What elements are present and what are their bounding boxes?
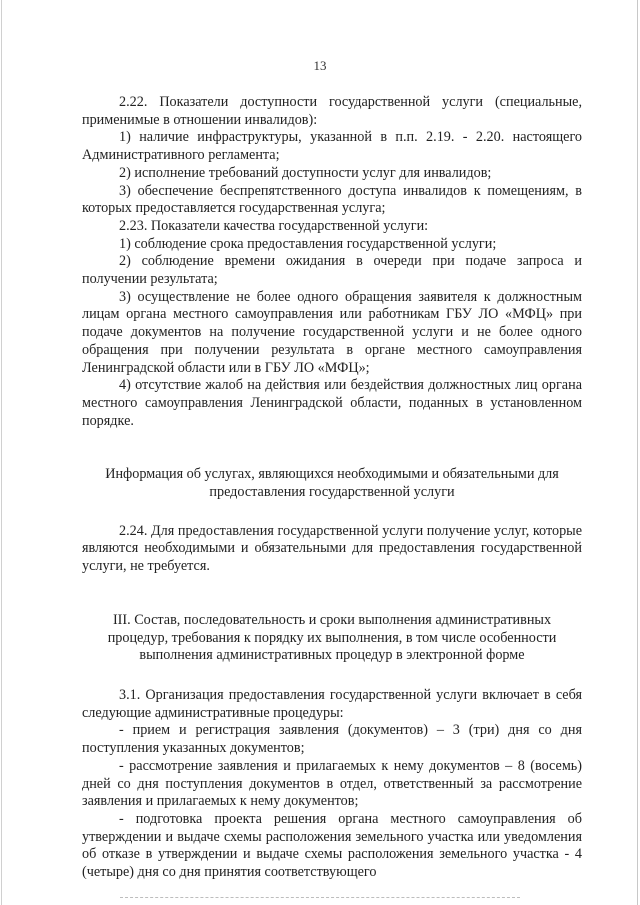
paragraph-list-item: 3) обеспечение беспрепятственного доступа инвалидов к помещениям, в которых предоставляется государственная услуга; [82, 182, 582, 217]
paragraph-list-item: - рассмотрение заявления и прилагаемых к нему документов – 8 (восемь) дней со дня поступления документов в отдел, ответственный за рассмотрение заявления и прилагаемых к нему документов; [82, 757, 582, 810]
paragraph-list-item: 2) исполнение требований доступности услуг для инвалидов; [119, 164, 492, 181]
paragraph-3-1: 3.1. Организация предоставления государственной услуги включает в себя следующие административные процедуры: [82, 686, 582, 721]
section-heading-iii: III. Состав, последовательность и сроки выполнения административных процедур, требования к порядку их выполнения, в том числе особенности выполнения административных процедур в электронной форме [107, 611, 557, 664]
spacer [82, 576, 582, 612]
page-number: 13 [313, 58, 327, 73]
scan-edge-right [637, 0, 638, 905]
paragraph-list-item: 4) отсутствие жалоб на действия или бездействия должностных лиц органа местного самоуправления Ленинградской области, поданных в установленном порядке. [82, 377, 582, 429]
scan-edge-left [1, 0, 2, 905]
paragraph-2-23: 2.23. Показатели качества государственной услуги: [119, 217, 429, 234]
paragraph-list-item: 1) соблюдение срока предоставления государственной услуги; [119, 235, 497, 252]
paragraph-list-item: - прием и регистрация заявления (документов) – 3 (три) дня со дня поступления указанных документов; [82, 722, 582, 757]
spacer [82, 665, 582, 687]
document-body [82, 94, 582, 882]
paragraph-list-item: 3) осуществление не более одного обращения заявителя к должностным лицам органа местного самоуправления или работникам ГБУ ЛО «МФЦ» при подаче документов на получение государственной услуги и не более одного обращения при получении результата в органе местного самоуправления Ленинградской области или в ГБУ ЛО «МФЦ»; [82, 288, 582, 376]
paragraph-list-item: - подготовка проекта решения органа местного самоуправления об утверждении и выдаче схемы расположения земельного участка или уведомления об отказе в утверждении и выдаче схемы расположения земельного участка - 4 (четыре) дня со дня принятия соответствующего [82, 810, 582, 881]
paragraph-2-24: 2.24. Для предоставления государственной услуги получение услуг, которые являются необходимыми и обязательными для предоставления государственной услуги, не требуется. [82, 522, 582, 575]
spacer [82, 502, 582, 523]
spacer [82, 430, 582, 466]
paragraph-list-item: 2) соблюдение времени ожидания в очереди при подаче запроса и получении результата; [82, 253, 582, 288]
scan-edge-bottom [120, 897, 520, 899]
paragraph-list-item: 1) наличие инфраструктуры, указанной в п.п. 2.19. - 2.20. настоящего Административного регламента; [82, 129, 582, 164]
paragraph-2-22: 2.22. Показатели доступности государственной услуги (специальные, применимые в отношении инвалидов): [82, 94, 582, 128]
section-heading-services: Информация об услугах, являющихся необходимыми и обязательными для предоставления государственной услуги [105, 466, 559, 501]
